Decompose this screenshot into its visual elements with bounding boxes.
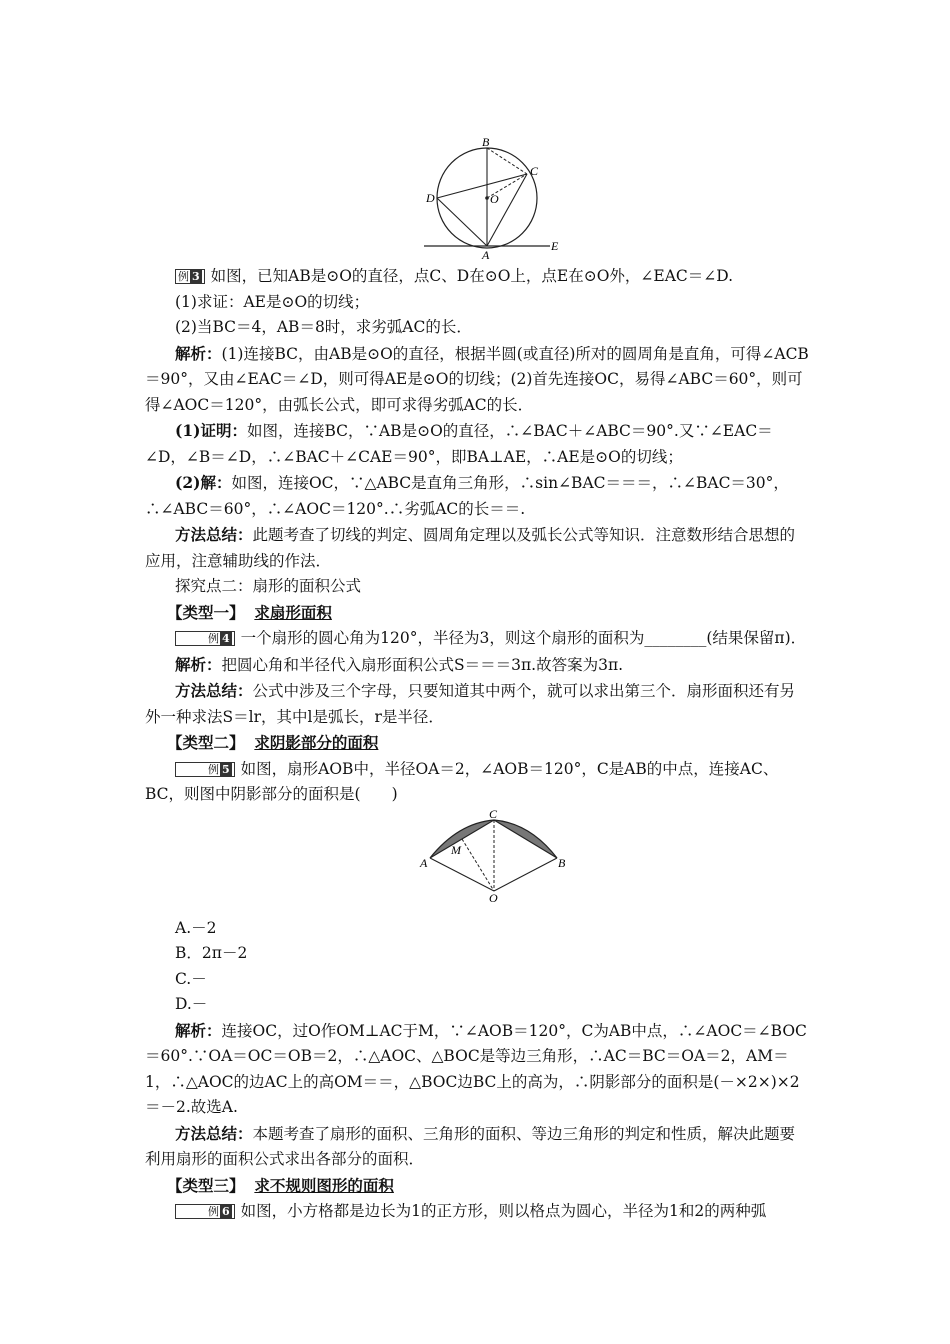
- label-c: C: [530, 164, 539, 178]
- example-3-part2: (2)当BC＝4，AB＝8时，求劣弧AC的长．: [175, 318, 472, 336]
- example-6-question: 例 6 如图，小方格都是边长为1的正方形，则以格点为圆心，半径为1和2的两种弧: [145, 1199, 810, 1225]
- section-heading: 探究点二：扇形的面积公式: [175, 577, 362, 595]
- label-a: A: [420, 856, 428, 870]
- example-5-summary: 方法总结：本题考查了扇形的面积、三角形的面积、等边三角形的判定和性质，解决此题要利用扇形的面积公式求出各部分的面积．: [145, 1123, 796, 1168]
- example-3-analysis: 解析：(1)连接BC，由AB是⊙O的直径，根据半圆(或直径)所对的圆周角是直角，可得∠ACB＝90°，又由∠EAC＝∠D，则可得AE是⊙O的切线；(2)首先连接OC，易得∠ABC＝60°，则可得∠AOC＝120°，由弧长公式，即可求得劣弧AC的长．: [145, 343, 809, 414]
- label-o: O: [490, 192, 499, 206]
- example-3-solution-2: (2)解：如图，连接OC，∵△ABC是直角三角形，∴sin∠BAC＝＝＝，∴∠BAC＝30°，∴∠ABC＝60°，∴∠AOC＝120°.∴劣弧AC的长＝＝.: [145, 473, 789, 518]
- option-d: D.－: [175, 995, 208, 1013]
- example-4-analysis: 解析：把圆心角和半径代入扇形面积公式S＝＝＝3π.故答案为3π.: [175, 654, 624, 674]
- example-3-part1: (1)求证：AE是⊙O的切线；: [175, 292, 370, 311]
- example-tag: 例 6: [175, 1204, 235, 1219]
- label-e: E: [551, 239, 559, 253]
- label-b: B: [558, 856, 566, 870]
- type-1-heading: 【类型一】 求扇形面积: [167, 602, 332, 622]
- label-b: B: [482, 135, 490, 149]
- type-2-heading: 【类型二】 求阴影部分的面积: [167, 733, 379, 752]
- example-4-question: 例 4 一个扇形的圆心角为120°，半径为3，则这个扇形的面积为________(结果保留π)．: [145, 626, 810, 652]
- example-3-question: 例 3 如图，已知AB是⊙O的直径，点C、D在⊙O上，点E在⊙O外，∠EAC＝∠D.: [145, 264, 810, 290]
- example-3-summary: 方法总结：此题考查了切线的判定、圆周角定理以及弧长公式等知识．注意数形结合思想的应用，注意辅助线的作法．: [145, 525, 796, 570]
- type-3-heading: 【类型三】 求不规则图形的面积: [167, 1175, 394, 1195]
- document-body: [145, 130, 810, 1225]
- example-5-question: 例 5 如图，扇形AOB中，半径OA＝2，∠AOB＝120°，C是AB的中点，连接AC、BC，则图中阴影部分的面积是( ): [145, 759, 779, 803]
- example-tag: 例 5: [175, 762, 235, 777]
- option-a: A.－2: [175, 918, 217, 937]
- label-o: O: [489, 891, 498, 903]
- option-c: C.－: [175, 969, 207, 988]
- label-d: D: [426, 191, 435, 205]
- example-tag: 例 3: [175, 269, 205, 284]
- option-b: B．2π－2: [175, 944, 248, 962]
- example-3-solution-1: (1)证明：如图，连接BC，∵AB是⊙O的直径，∴∠BAC＋∠ABC＝90°.又∵∠EAC＝∠D，∠B＝∠D，∴∠BAC＋∠CAE＝90°，即BA⊥AE，∴AE是⊙O的切线；: [145, 421, 773, 466]
- example-5-analysis: 解析：连接OC，过O作OM⊥AC于M，∵∠AOB＝120°，C为AB中点，∴∠AOC＝∠BOC＝60°.∵OA＝OC＝OB＝2，∴△AOC、△BOC是等边三角形，∴AC＝BC＝OA＝2，AM＝1，∴△AOC的边AC上的高OM＝＝，△BOC边BC上的高为，∴阴影部分的面积是(－×2×)×2＝－2.故选A.: [145, 1020, 807, 1116]
- example-tag: 例 4: [175, 631, 235, 646]
- label-m: M: [451, 843, 461, 857]
- label-c: C: [489, 808, 498, 821]
- example-4-summary: 方法总结：公式中涉及三个字母，只要知道其中两个，就可以求出第三个．扇形面积还有另外一种求法S＝lr，其中l是弧长，r是半径．: [145, 681, 796, 726]
- label-a: A: [482, 248, 490, 260]
